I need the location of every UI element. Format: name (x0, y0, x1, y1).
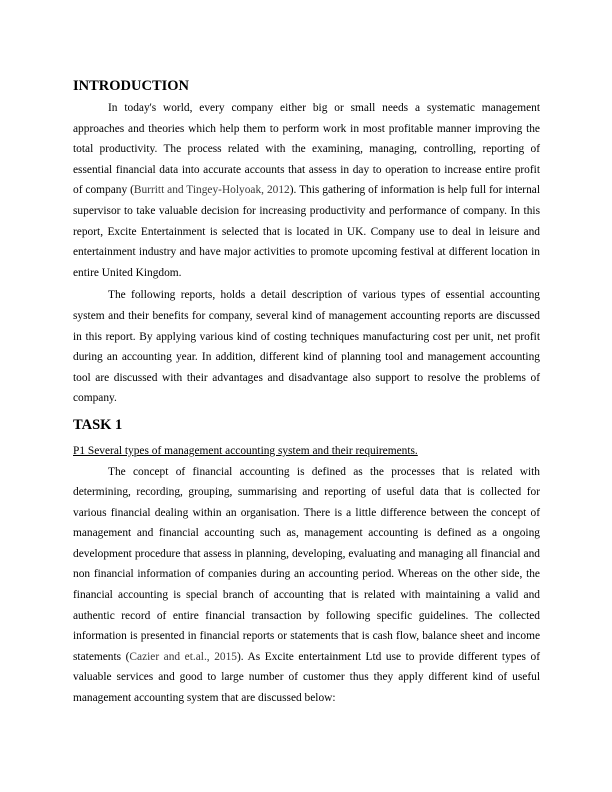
introduction-paragraph-1-text-a: In today's world, every company either big or small needs a systematic management approaches and theories which help them to perform work in most profitable manner improving the total productivity. The process related with the examining, managing, controlling, reporting of essential financial data into accurate accounts that assess in day to operation to increase entire profit of company ( (73, 102, 540, 197)
citation-burritt: Burritt and Tingey-Holyoak, 2012 (133, 184, 290, 197)
citation-cazier: Cazier and et.al., 2015 (129, 650, 237, 663)
task-1-paragraph-1-text-b: ). As Excite entertainment Ltd use to provide different types of valuable services and good to large number of customer thus they apply different kind of useful management accounting system that are discussed below: (73, 650, 540, 705)
task-1-paragraph-1-text-a: The concept of financial accounting is defined as the processes that is related with determining, recording, grouping, summarising and reporting of useful data that is collected for various financial dealing within an organisation. There is a little difference between the concept of management and financial accounting such as, management accounting is defined as a ongoing development procedure that assess in planning, developing, evaluating and managing all financial and non financial information of companies during an accounting period. Whereas on the other side, the financial accounting is special branch of accounting that is related with maintaining a valid and authentic record of entire financial transaction by following specific guidelines. The collected information is presented in financial reports or statements that is cash flow, balance sheet and income statements ( (73, 465, 540, 663)
introduction-paragraph-1 (73, 98, 540, 283)
p1-subheading: P1 Several types of management accounting system and their requirements. (73, 444, 418, 457)
introduction-heading: INTRODUCTION (73, 78, 190, 94)
task-1-heading: TASK 1 (73, 416, 123, 433)
task-1-paragraph-1 (73, 462, 540, 709)
introduction-paragraph-2: The following reports, holds a detail description of various types of essential accounting system and their benefits for company, several kind of management accounting reports are discussed in this report. By applying various kind of costing techniques manufacturing cost per unit, net profit during an accounting year. In addition, different kind of planning tool and management accounting tool are discussed with their advantages and disadvantage also support to resolve the problems of company. (73, 289, 540, 405)
page-content (73, 76, 540, 709)
introduction-paragraph-1-text-b: ). This gathering of information is help full for internal supervisor to take valuable decision for increasing productivity and performance of company. In this report, Excite Entertainment is selected that is located in UK. Company use to deal in leisure and entertainment industry and have major activities to promote upcoming festival at different location in entire United Kingdom. (73, 184, 540, 279)
